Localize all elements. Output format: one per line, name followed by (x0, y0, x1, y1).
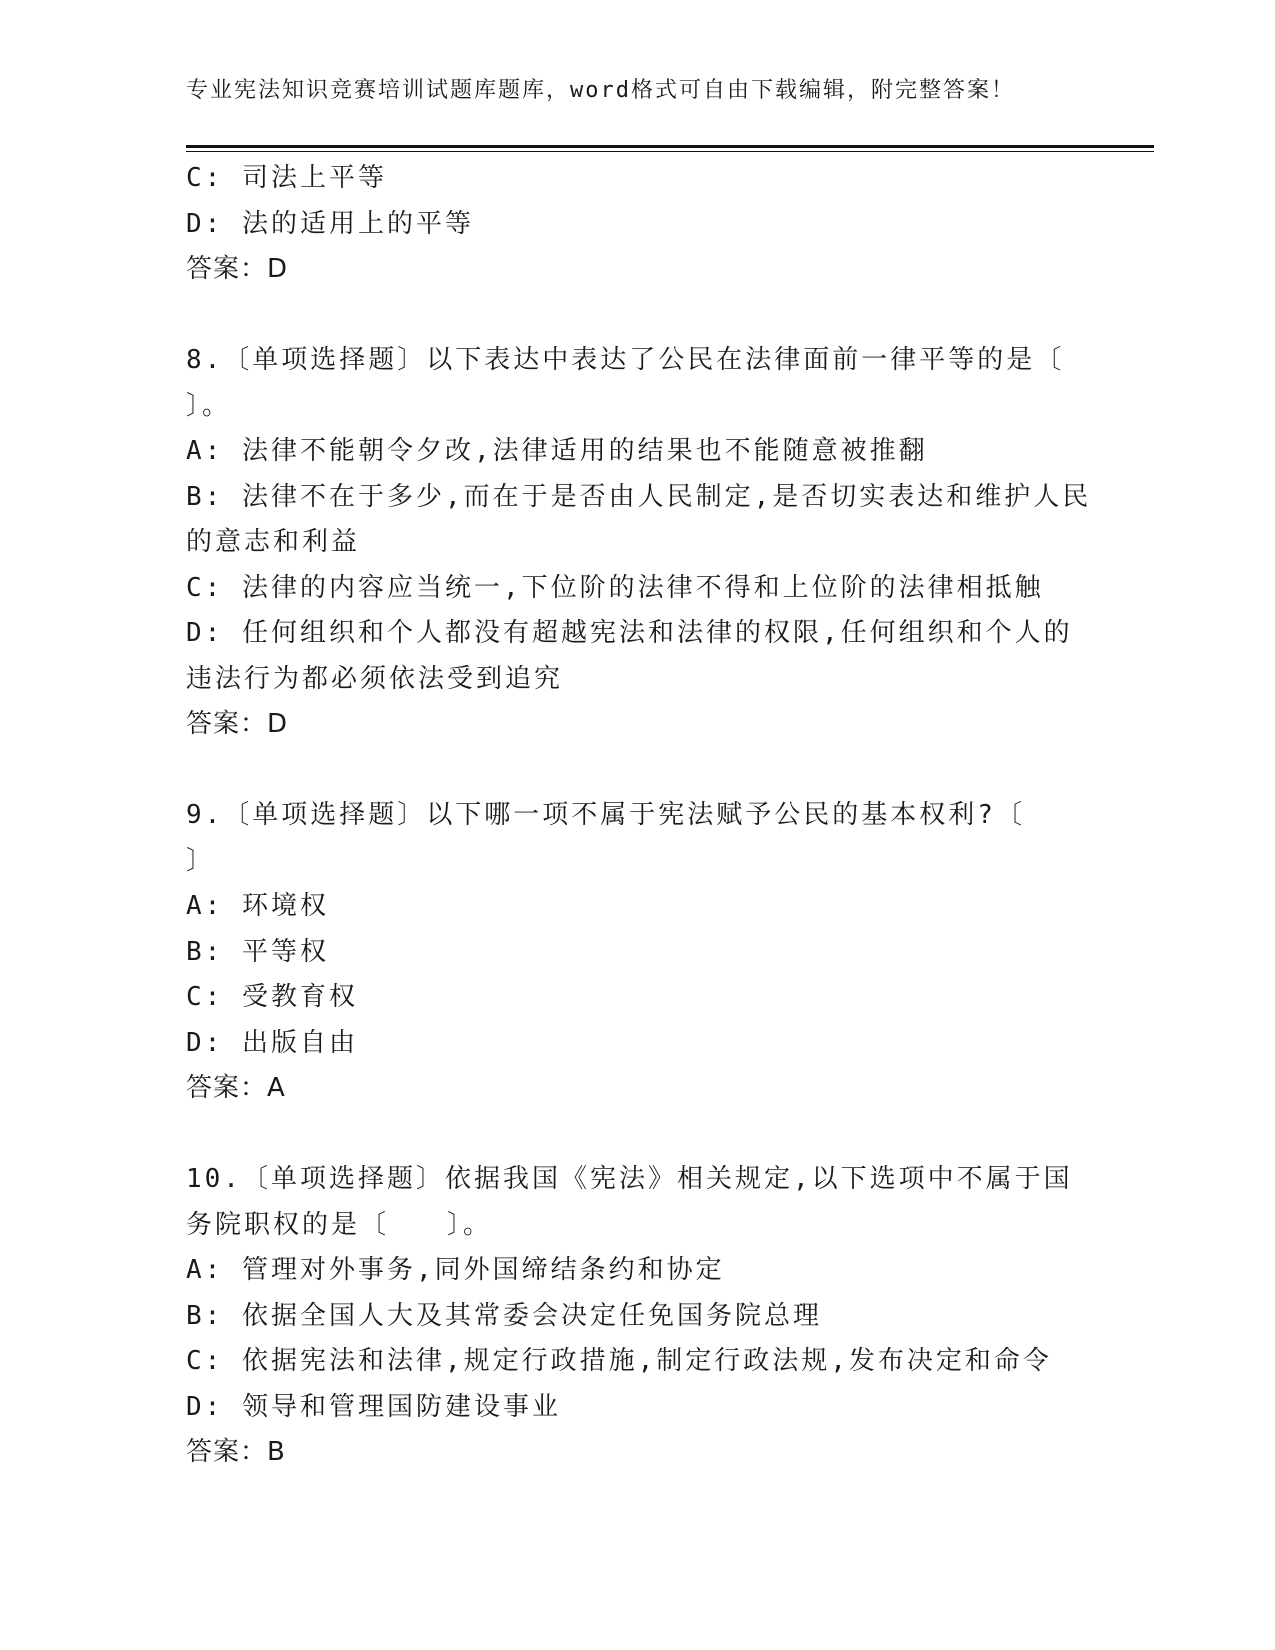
question-stem: 8.〔单项选择题〕以下表达中表达了公民在法律面前一律平等的是〔 (186, 345, 1065, 375)
option-line: A: 管理对外事务,同外国缔结条约和协定 (186, 1255, 725, 1285)
question-block-9 (186, 793, 1086, 1112)
page-header: 专业宪法知识竞赛培训试题库题库，word格式可自由下载编辑，附完整答案！ (186, 78, 1015, 103)
option-line: D: 任何组织和个人都没有超越宪法和法律的权限,任何组织和个人的 (186, 618, 1073, 648)
option-line: A: 法律不能朝令夕改,法律适用的结果也不能随意被推翻 (186, 436, 928, 466)
header-rule-thin (186, 151, 1154, 152)
option-line: C: 法律的内容应当统一,下位阶的法律不得和上位阶的法律相抵触 (186, 572, 1044, 603)
question-stem: 10.〔单项选择题〕依据我国《宪法》相关规定,以下选项中不属于国 (186, 1164, 1073, 1194)
answer-line: 答案：B (186, 1437, 286, 1467)
question-block-10 (186, 1157, 1086, 1476)
option-line: D: 领导和管理国防建设事业 (186, 1391, 561, 1422)
question-stem: 〕 (186, 845, 216, 876)
question-stem: 务院职权的是〔 〕。 (186, 1209, 493, 1240)
answer-line: 答案：D (186, 254, 289, 284)
option-line: C: 依据宪法和法律,规定行政措施,制定行政法规,发布决定和命令 (186, 1346, 1052, 1376)
option-line: C: 受教育权 (186, 982, 358, 1012)
option-line: B: 法律不在于多少,而在于是否由人民制定,是否切实表达和维护人民 (186, 481, 1092, 512)
spacer (186, 293, 1086, 339)
question-block-8 (186, 338, 1092, 748)
option-line: C: 司法上平等 (186, 163, 387, 193)
option-line: 违法行为都必须依法受到追究 (186, 663, 564, 694)
header-rule-thick (186, 145, 1154, 148)
option-line: D: 出版自由 (186, 1027, 358, 1058)
option-line: 的意志和利益 (186, 527, 361, 557)
option-line: B: 依据全国人大及其常委会决定任免国务院总理 (186, 1300, 822, 1331)
question-stem: 〕。 (186, 390, 232, 421)
answer-line: 答案：A (186, 1073, 286, 1103)
spacer (186, 748, 1086, 794)
question-content (186, 156, 1092, 1476)
question-stem: 9.〔单项选择题〕以下哪一项不属于宪法赋予公民的基本权利?〔 (186, 800, 1025, 830)
answer-line: 答案：D (186, 709, 289, 739)
option-line: A: 环境权 (186, 891, 329, 921)
prev-question-block (186, 156, 1086, 293)
spacer (186, 1112, 1086, 1158)
option-line: D: 法的适用上的平等 (186, 208, 474, 239)
option-line: B: 平等权 (186, 936, 329, 967)
